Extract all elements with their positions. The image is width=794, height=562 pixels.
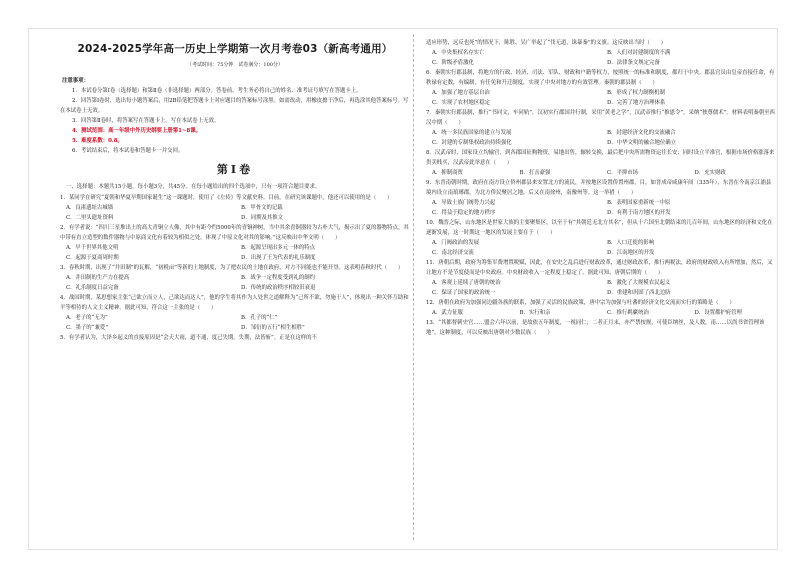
option-a: A．早于世界其他文明 bbox=[66, 245, 119, 252]
option-a: A．武力征服 bbox=[432, 310, 463, 316]
option-c: C．保证了国家的政治统一 bbox=[432, 290, 496, 296]
option-c: C．得益于稳定的地方秩序 bbox=[432, 210, 496, 216]
question-11 bbox=[426, 258, 776, 298]
option-d: D．法律条文规定完备 bbox=[607, 60, 660, 66]
question-stem: 9．东晋南朝时期，政府在南方设立侨州郡县来安置北方的流民，并按地区设置侨置州郡，目，如晋成帝咸康年间（335年），东晋在今南京江浦县境内设立南琅琊郡，为北方侨民聚居之地，后又在南徐州，南豫州等。这一举措（ ） bbox=[426, 180, 772, 196]
right-column bbox=[426, 38, 776, 338]
question-12 bbox=[426, 298, 776, 318]
option-d: D．重建和巩固了西北边防 bbox=[607, 290, 671, 296]
question-3 bbox=[60, 263, 410, 293]
question-stem: 13．“其都督刺史官……盟会六年以前，是故依五年制度，一视同仁；二者正月末，亦严禁按规，可使臣纳丝，及人数，南……以尚书省管理该地”，这种制度，可以反映出唐朝对少数民族（ ） bbox=[426, 320, 765, 336]
option-b: B．激化了大规模农民起义 bbox=[607, 280, 671, 286]
option-c: C．墨子的“兼爱” bbox=[66, 325, 108, 332]
question-5-continued: 适应形势，远反也死”的情况下，陈胜、吴广举起了“伐无道，诛暴秦”的义旗。这反映出当时（ ） bbox=[426, 40, 667, 46]
option-a: A．客观上延续了唐朝的统治 bbox=[432, 280, 501, 286]
option-d: D．同期及其推文 bbox=[241, 215, 284, 222]
notice-difficulty: 5．难度系数：0.8。 bbox=[72, 137, 123, 144]
question-2 bbox=[60, 223, 410, 263]
column-separator bbox=[413, 34, 414, 540]
question-stem: 2．有学者说：“四川三星堆出土的高大青铜立人像，其中有距今约5000年的青铜神树，当中其余青铜器较为古朴大气，揭示出了夏的器物特点，其中带有直立造型的数件器物与中原商文化有着较为相似之处，体现了中原文化对其的影响。”这反映出中华文明（ ） bbox=[60, 225, 409, 242]
notice-range: 4．测试范围：高一年级中外历史纲要上册第1~8课。 bbox=[72, 127, 201, 134]
question-stem: 1．某同学在研究“夏朝和华夏早期国家诞生”这一课题时，使用了《左传》等文献史料。目前，在研究该课题中，他还可以使用的是（ ） bbox=[60, 195, 393, 202]
option-b: B．孔子的“仁” bbox=[241, 315, 278, 322]
option-d: D．传统的政治秩序相较旧衰退 bbox=[241, 285, 316, 292]
question-5 bbox=[60, 333, 410, 343]
option-b: B．人口迁徙的影响 bbox=[607, 240, 655, 246]
option-c: C．平抑市场 bbox=[607, 170, 639, 176]
option-c: C．实现了农村地区稳定 bbox=[432, 100, 491, 106]
question-4 bbox=[60, 293, 410, 333]
option-d: D．中华文明的融合地位确立 bbox=[607, 140, 677, 146]
question-stem: 8．汉武帝时，国家设立均输官，到各郡国征购物资，易地出售，辗转交换，最后把中央所需物资运往长安；同时设立平准官，根据市场价格涨落来贵卖贱买，汉武帝此举意在（ ） bbox=[426, 150, 775, 166]
option-c: C．起源于夏商周时期 bbox=[66, 255, 119, 262]
question-8 bbox=[426, 148, 776, 178]
notice-2: 2．回答第Ⅰ卷时，选出每小题答案后，用2B铅笔把答题卡上对应题目的答案标号涂黑。如需改动，用橡皮擦干净后，再选涂其他答案标号。写在本试卷上无效。 bbox=[60, 97, 409, 114]
option-b: B．封建经济文化的交流融合 bbox=[607, 130, 676, 136]
question-stem: 3．春秋时期，出现了“井田制”的瓦解，“初税亩”等新的土地制度，为了把农民的土地在政府，对方不同能也不能开垦。这表明春秋时代（ ） bbox=[60, 265, 404, 272]
exam-meta: （考试时间：75分钟 试卷满分：100分） bbox=[187, 62, 283, 69]
option-d: D．出现了王为代表的礼乐制度 bbox=[241, 255, 316, 262]
option-d: D．充实财政 bbox=[694, 170, 726, 176]
option-c: C．二里头遗址资料 bbox=[66, 215, 114, 222]
option-c: C．推行羁縻统治 bbox=[607, 310, 649, 316]
question-13 bbox=[426, 318, 776, 338]
option-b: B．形成了权力制衡机制 bbox=[607, 90, 665, 96]
option-b: B．甲骨文的记载 bbox=[241, 205, 283, 212]
option-b: B．打击豪强 bbox=[519, 170, 551, 176]
notice-heading: 注意事项： bbox=[62, 77, 89, 84]
option-a: A．井田制的生产力在提高 bbox=[66, 275, 130, 282]
option-b: B．实行和亲 bbox=[519, 310, 551, 316]
option-d: D．邹衍的五行“相生相胜” bbox=[241, 325, 305, 332]
section-title: 第Ⅰ卷 bbox=[216, 162, 254, 176]
question-1 bbox=[60, 193, 410, 223]
section-instructions: 一、选择题：本题共15小题，每小题3分，共45分。在每小题给出的四个选项中，只有一项符合题目要求。 bbox=[66, 184, 321, 191]
option-b: B．战争一定程度受到礼的制约 bbox=[241, 275, 316, 282]
question-7 bbox=[426, 108, 776, 148]
option-d: D．完善了地方治理体系 bbox=[607, 100, 666, 106]
option-d: D．江南地区的开发 bbox=[607, 250, 655, 256]
option-a: A．抑制商贾 bbox=[432, 170, 463, 176]
option-a: A．中央集权名存实亡 bbox=[432, 50, 485, 56]
notice-final: 6．考试结束后，将本试卷和答题卡一并交回。 bbox=[72, 147, 184, 154]
question-6 bbox=[426, 68, 776, 108]
left-column bbox=[60, 38, 410, 343]
option-a: A．加强了地方基层自治 bbox=[432, 90, 490, 96]
question-stem: 11．唐朝后期，政府为筹集军费增置税赋，因此，在安史之乱后进行财政改革，通过财政改革，推行两税法，政府的财政收入有所增加，然后，又让地方不是节度使而是中央政府。中央财政收入一定程度上稳定了。据此可知，唐朝后期的（ ） bbox=[426, 260, 773, 276]
option-c: C．南北经济交流 bbox=[432, 250, 474, 256]
question-9 bbox=[426, 178, 776, 218]
question-stem: 10．魏晋之际，山东地区是世家大族的主要聚集区，以至于有“其朝廷无北方其名”，但从十六国至北朝结束的几百年间，山东地区的经济和文化在逐渐发展，这一时期这一地区的发展主要在于（ ） bbox=[426, 220, 773, 236]
option-b: B．表明国家重新统一中原 bbox=[607, 200, 671, 206]
question-10 bbox=[426, 218, 776, 258]
option-c: C．阶级矛盾激化 bbox=[432, 60, 474, 66]
option-a: A．门阀政治的发展 bbox=[432, 240, 480, 246]
question-stem: 4．战国时期，某思想家主张“己欲立而立人，己欲达而达人”，他的学生将其作为人处世之道解释为“己所不欲，勿施于人”，体现出一种关怀互助和平等相待的人文主义精神。据此可知，符合这一主张的是（ ） bbox=[60, 295, 409, 312]
question-stem: 5．有学者认为，大泽乡起义的直接原因是“会天大雨，道不通，度已失期。失期，法皆斩”。正是在这样的不 bbox=[60, 335, 317, 342]
question-stem: 12．唐朝在政府为加强同边疆各族的联系，加强了灵活的民族政策，唐中宗为加强与吐蕃的经济文化交流而实行的策略是（ ） bbox=[426, 300, 735, 306]
option-d: D．设置都护府管理 bbox=[694, 310, 742, 316]
option-b: B．人们对封建制度的不满 bbox=[607, 50, 671, 56]
notice-1: 1．本试卷分第Ⅰ卷（选择题）和第Ⅱ卷（非选择题）两部分。答卷前，考生务必将自己的姓名、准考证号填写在答题卡上。 bbox=[72, 87, 362, 94]
notice-3: 3．回答第Ⅱ卷时，将答案写在答题卡上。写在本试卷上无效。 bbox=[72, 117, 220, 124]
option-d: D．有利于南方地区的开发 bbox=[607, 210, 671, 216]
question-stem: 6．秦朝实行郡县制，将地方的行政、经济、司法、军队、财政和户籍等权力，按照统一的标准和制度，都归于中央。郡县官员由皇帝直接任命，有秩禄有定数，有编制，有任免和升迁制度，实现了中央对地方的有效管理。秦朝的郡县制（ ） bbox=[426, 70, 775, 86]
question-stem: 7．秦朝实行郡县制，推行“书同文，车同轨”，汉初实行郡国并行制，采用“黄老之学”，汉武帝推行“推恩令”，采纳“独尊儒术”。材料表明秦朝至西汉中期（ ） bbox=[426, 110, 775, 126]
option-a: A．老子的“无为” bbox=[66, 315, 108, 322]
option-c: C．封建的专制集权政治持续强化 bbox=[432, 140, 512, 146]
option-a: A．统一多民族国家的建立与发展 bbox=[432, 130, 512, 136]
option-a: A．良渚遗址古城墙 bbox=[66, 205, 114, 212]
option-a: A．导致士族门阀势力兴起 bbox=[432, 200, 496, 206]
option-c: C．礼乐制度日益完备 bbox=[66, 285, 119, 292]
question-5-options bbox=[426, 48, 776, 68]
exam-title: 2024-2025学年高一历史上学期第一次月考卷03（新高考通用） bbox=[77, 43, 393, 55]
option-b: B．起源呈现出多元一体的特点 bbox=[241, 245, 316, 252]
